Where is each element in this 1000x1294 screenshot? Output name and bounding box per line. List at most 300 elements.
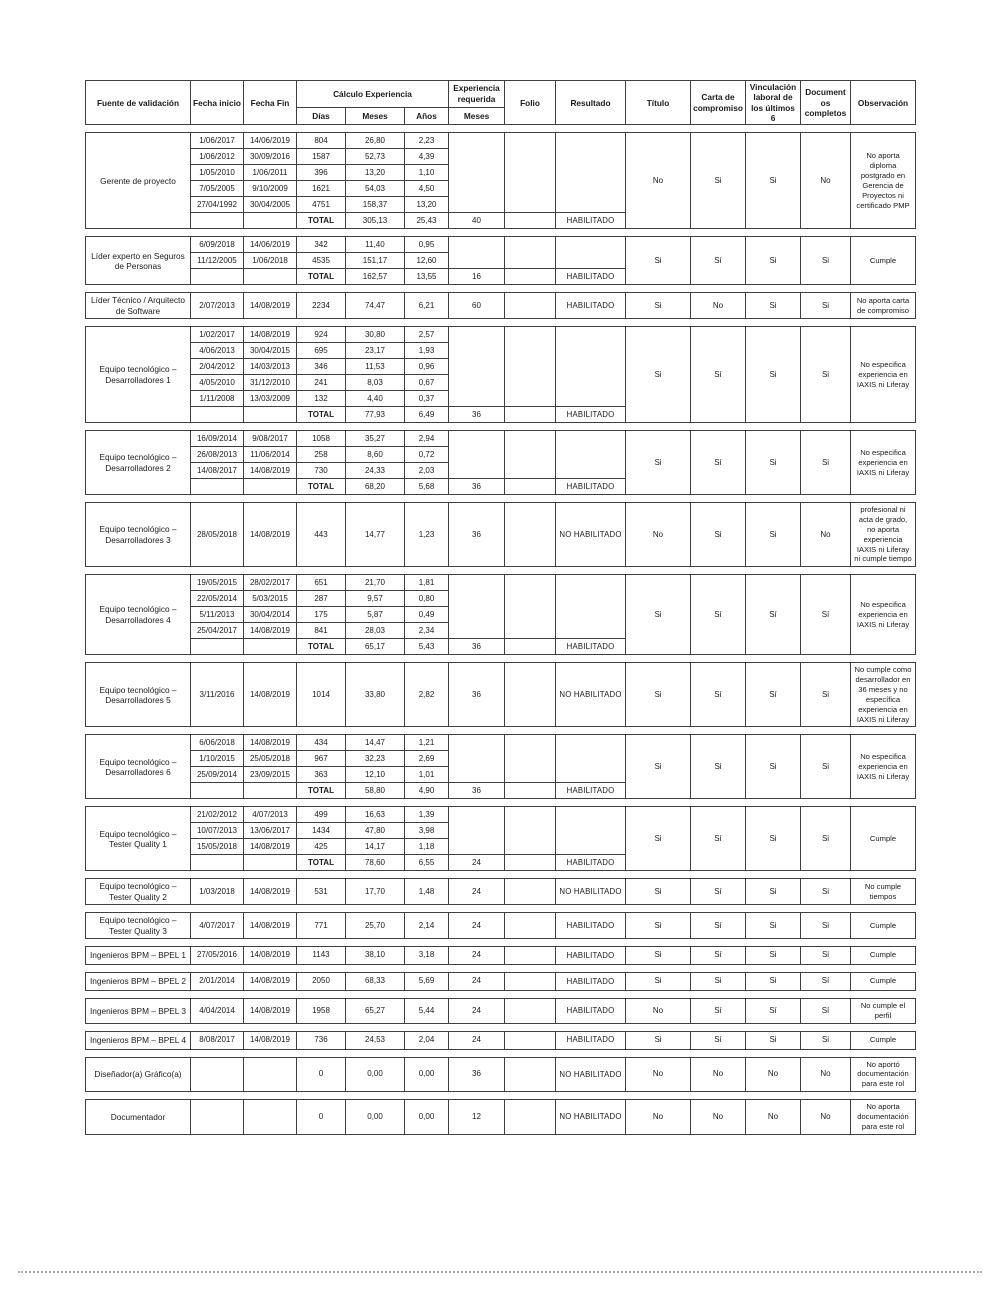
role-cell: Equipo tecnológico – Tester Quality 2 <box>86 879 191 905</box>
cell-total-anios: 6,49 <box>405 407 449 423</box>
cell-anios: 1,81 <box>405 575 449 591</box>
role-cell: Ingenieros BPM – BPEL 4 <box>86 1031 191 1049</box>
role-block <box>85 1031 916 1050</box>
cell-observacion: No especifica experiencia en IAXIS ni Liferay <box>851 575 916 655</box>
cell-fecha-inicio-empty <box>191 783 244 799</box>
cell-meses: 23,17 <box>346 343 405 359</box>
cell-fecha-inicio-empty <box>191 639 244 655</box>
cell-total-anios: 5,68 <box>405 479 449 495</box>
cell-fecha-fin: 13/03/2009 <box>244 391 297 407</box>
cell-documentos: Si <box>801 327 851 423</box>
cell-carta-compromiso: Sí <box>691 431 746 495</box>
cell-dias: 841 <box>297 623 346 639</box>
cell-fecha-inicio <box>191 1100 244 1135</box>
cell-titulo: Si <box>626 972 691 990</box>
cell-resultado: NO HABILITADO <box>556 1100 626 1135</box>
cell-experiencia-requerida: 60 <box>449 293 505 319</box>
experience-row <box>86 913 916 939</box>
cell-anios: 2,69 <box>405 751 449 767</box>
cell-fecha-inicio: 2/01/2014 <box>191 972 244 990</box>
cell-dias: 967 <box>297 751 346 767</box>
cell-resultado: HABILITADO <box>556 972 626 990</box>
cell-documentos: Si <box>801 807 851 871</box>
cell-fecha-inicio: 19/05/2015 <box>191 575 244 591</box>
role-block <box>85 806 916 871</box>
cell-folio <box>505 213 556 229</box>
header-calculo-experiencia: Cálculo Experiencia <box>297 81 449 108</box>
cell-vinculacion: Si <box>746 431 801 495</box>
cell-titulo: Si <box>626 663 691 727</box>
cell-dias: 425 <box>297 839 346 855</box>
cell-meses: 9,57 <box>346 591 405 607</box>
cell-meses: 21,70 <box>346 575 405 591</box>
cell-titulo: Si <box>626 879 691 905</box>
header-exp-requerida-meses: Meses <box>449 107 505 125</box>
role-block <box>85 574 916 655</box>
cell-fecha-inicio: 4/06/2013 <box>191 343 244 359</box>
cell-fecha-inicio <box>191 1057 244 1092</box>
cell-fecha-fin-empty <box>244 407 297 423</box>
cell-total-meses: 78,60 <box>346 855 405 871</box>
cell-meses: 25,70 <box>346 913 405 939</box>
cell-meses: 24,53 <box>346 1031 405 1049</box>
experience-row <box>86 807 916 823</box>
cell-req-spacer <box>449 575 505 639</box>
cell-fecha-fin: 30/04/2014 <box>244 607 297 623</box>
cell-experiencia-requerida: 24 <box>449 972 505 990</box>
cell-fecha-inicio: 26/08/2013 <box>191 447 244 463</box>
cell-resultado-spacer <box>556 237 626 269</box>
cell-fecha-fin: 30/04/2015 <box>244 343 297 359</box>
cell-titulo: No <box>626 503 691 567</box>
cell-anios: 5,69 <box>405 972 449 990</box>
cell-documentos: No <box>801 133 851 229</box>
cell-documentos: Si <box>801 1031 851 1049</box>
cell-observacion: Cumple <box>851 237 916 285</box>
experience-row <box>86 575 916 591</box>
cell-fecha-fin: 4/07/2013 <box>244 807 297 823</box>
cell-carta-compromiso: Sí <box>691 575 746 655</box>
cell-resultado: HABILITADO <box>556 946 626 964</box>
cell-fecha-inicio: 4/04/2014 <box>191 998 244 1023</box>
cell-fecha-inicio: 15/05/2018 <box>191 839 244 855</box>
cell-anios: 2,23 <box>405 133 449 149</box>
cell-fecha-fin-empty <box>244 269 297 285</box>
cell-fecha-fin: 14/08/2019 <box>244 972 297 990</box>
cell-total-label: TOTAL <box>297 213 346 229</box>
role-cell: Ingenieros BPM – BPEL 3 <box>86 998 191 1023</box>
header-fuente: Fuente de validación <box>86 81 191 125</box>
cell-observacion: No aporta documentación para este rol <box>851 1100 916 1135</box>
cell-dias: 175 <box>297 607 346 623</box>
cell-resultado-spacer <box>556 807 626 855</box>
cell-carta-compromiso: No <box>691 1057 746 1092</box>
cell-vinculacion: Si <box>746 503 801 567</box>
cell-req-spacer <box>449 133 505 213</box>
role-cell: Líder experto en Seguros de Personas <box>86 237 191 285</box>
cell-documentos: No <box>801 503 851 567</box>
cell-dias: 0 <box>297 1057 346 1092</box>
role-cell: Ingenieros BPM – BPEL 2 <box>86 972 191 990</box>
cell-anios: 1,39 <box>405 807 449 823</box>
cell-dias: 287 <box>297 591 346 607</box>
cell-fecha-fin: 13/06/2017 <box>244 823 297 839</box>
cell-vinculacion: Si <box>746 946 801 964</box>
experience-row <box>86 431 916 447</box>
cell-experiencia-requerida: 24 <box>449 1031 505 1049</box>
cell-dias: 258 <box>297 447 346 463</box>
cell-dias: 1958 <box>297 998 346 1023</box>
cell-fecha-fin: 14/08/2019 <box>244 998 297 1023</box>
cell-fecha-fin: 14/08/2019 <box>244 839 297 855</box>
cell-meses: 0,00 <box>346 1057 405 1092</box>
cell-meses: 47,80 <box>346 823 405 839</box>
cell-fecha-fin: 1/06/2018 <box>244 253 297 269</box>
cell-fecha-inicio: 14/08/2017 <box>191 463 244 479</box>
cell-req-spacer <box>449 735 505 783</box>
cell-fecha-fin-empty <box>244 855 297 871</box>
cell-fecha-inicio: 3/11/2016 <box>191 663 244 727</box>
cell-meses: 33,80 <box>346 663 405 727</box>
cell-fecha-inicio-empty <box>191 855 244 871</box>
cell-meses: 4,40 <box>346 391 405 407</box>
cell-fecha-inicio: 16/09/2014 <box>191 431 244 447</box>
cell-carta-compromiso: Si <box>691 972 746 990</box>
cell-meses: 8,60 <box>346 447 405 463</box>
cell-observacion: Cumple <box>851 913 916 939</box>
role-block <box>85 734 916 799</box>
cell-anios: 5,44 <box>405 998 449 1023</box>
cell-meses: 13,20 <box>346 165 405 181</box>
cell-meses: 68,33 <box>346 972 405 990</box>
cell-carta-compromiso: Si <box>691 735 746 799</box>
cell-req-spacer <box>449 807 505 855</box>
cell-anios: 0,80 <box>405 591 449 607</box>
cell-fecha-fin: 30/09/2016 <box>244 149 297 165</box>
cell-folio <box>505 855 556 871</box>
cell-req-spacer <box>449 327 505 407</box>
cell-vinculacion: Sí <box>746 663 801 727</box>
cell-experiencia-requerida: 24 <box>449 913 505 939</box>
cell-vinculacion: Si <box>746 807 801 871</box>
validation-table-sheet <box>85 80 915 1142</box>
cell-total-meses: 162,57 <box>346 269 405 285</box>
cell-total-label: TOTAL <box>297 407 346 423</box>
cell-folio <box>505 293 556 319</box>
cell-fecha-inicio: 22/05/2014 <box>191 591 244 607</box>
cell-fecha-fin: 14/08/2019 <box>244 327 297 343</box>
role-cell: Equipo tecnológico – Desarrolladores 6 <box>86 735 191 799</box>
cell-fecha-inicio: 1/03/2018 <box>191 879 244 905</box>
cell-meses: 35,27 <box>346 431 405 447</box>
cell-titulo: Si <box>626 431 691 495</box>
cell-vinculacion: Si <box>746 972 801 990</box>
cell-anios: 1,18 <box>405 839 449 855</box>
cell-carta-compromiso: Sí <box>691 663 746 727</box>
cell-titulo: Si <box>626 913 691 939</box>
cell-meses: 5,87 <box>346 607 405 623</box>
cell-meses: 11,53 <box>346 359 405 375</box>
cell-anios: 1,10 <box>405 165 449 181</box>
experience-row <box>86 293 916 319</box>
cell-req-spacer <box>449 237 505 269</box>
cell-vinculacion: Si <box>746 133 801 229</box>
cell-documentos: Sí <box>801 575 851 655</box>
cell-fecha-fin: 9/08/2017 <box>244 431 297 447</box>
cell-anios: 2,82 <box>405 663 449 727</box>
header-titulo: Título <box>626 81 691 125</box>
cell-dias: 771 <box>297 913 346 939</box>
cell-total-anios: 4,90 <box>405 783 449 799</box>
cell-meses: 14,77 <box>346 503 405 567</box>
cell-dias: 736 <box>297 1031 346 1049</box>
cell-total-label: TOTAL <box>297 783 346 799</box>
cell-fecha-fin: 25/05/2018 <box>244 751 297 767</box>
cell-fecha-inicio: 4/05/2010 <box>191 375 244 391</box>
cell-fecha-fin: 5/03/2015 <box>244 591 297 607</box>
cell-titulo: No <box>626 1100 691 1135</box>
cell-fecha-fin: 14/08/2019 <box>244 913 297 939</box>
cell-titulo: Si <box>626 1031 691 1049</box>
cell-documentos: Si <box>801 946 851 964</box>
cell-fecha-inicio: 1/02/2017 <box>191 327 244 343</box>
cell-fecha-inicio: 2/04/2012 <box>191 359 244 375</box>
cell-total-meses: 305,13 <box>346 213 405 229</box>
header-dias: Días <box>297 107 346 125</box>
cell-folio <box>505 972 556 990</box>
cell-titulo: Si <box>626 946 691 964</box>
cell-fecha-inicio: 2/07/2013 <box>191 293 244 319</box>
cell-dias: 396 <box>297 165 346 181</box>
cell-meses: 74,47 <box>346 293 405 319</box>
cell-dias: 695 <box>297 343 346 359</box>
cell-vinculacion: Si <box>746 327 801 423</box>
cell-vinculacion: No <box>746 1100 801 1135</box>
cell-anios: 0,96 <box>405 359 449 375</box>
cell-folio <box>505 1100 556 1135</box>
cell-resultado: HABILITADO <box>556 855 626 871</box>
header-table <box>85 80 916 125</box>
cell-carta-compromiso: Sí <box>691 807 746 871</box>
cell-meses: 38,10 <box>346 946 405 964</box>
cell-fecha-fin: 14/08/2019 <box>244 663 297 727</box>
cell-fecha-inicio: 1/05/2010 <box>191 165 244 181</box>
role-block <box>85 662 916 727</box>
role-block <box>85 912 916 939</box>
experience-row <box>86 327 916 343</box>
cell-folio <box>505 946 556 964</box>
experience-row <box>86 133 916 149</box>
cell-observacion: No aporta carta de compromiso <box>851 293 916 319</box>
role-block <box>85 972 916 991</box>
header-experiencia-requerida: Experiencia requerida <box>449 81 505 108</box>
cell-folio <box>505 879 556 905</box>
role-block <box>85 502 916 567</box>
role-cell: Equipo tecnológico – Desarrolladores 4 <box>86 575 191 655</box>
cell-meses: 52,73 <box>346 149 405 165</box>
cell-folio <box>505 783 556 799</box>
cell-fecha-inicio: 8/08/2017 <box>191 1031 244 1049</box>
cell-total-meses: 65,17 <box>346 639 405 655</box>
cell-documentos: Si <box>801 913 851 939</box>
cell-vinculacion: No <box>746 1057 801 1092</box>
cell-observacion: No aporta diploma postgrado en Gerencia de Proyectos ni certificado PMP <box>851 133 916 229</box>
cell-meses: 11,40 <box>346 237 405 253</box>
cell-observacion: Cumple <box>851 946 916 964</box>
cell-folio-spacer <box>505 575 556 639</box>
cell-fecha-fin: 14/08/2019 <box>244 1031 297 1049</box>
cell-titulo: Si <box>626 575 691 655</box>
cell-anios: 2,34 <box>405 623 449 639</box>
cell-anios: 12,60 <box>405 253 449 269</box>
cell-dias: 924 <box>297 327 346 343</box>
cell-experiencia-requerida: 36 <box>449 783 505 799</box>
cell-experiencia-requerida: 36 <box>449 503 505 567</box>
cell-fecha-inicio: 6/06/2018 <box>191 735 244 751</box>
experience-row <box>86 879 916 905</box>
header-carta-compromiso: Carta de compromiso <box>691 81 746 125</box>
cell-dias: 1058 <box>297 431 346 447</box>
cell-experiencia-requerida: 24 <box>449 879 505 905</box>
role-cell: Documentador <box>86 1100 191 1135</box>
cell-carta-compromiso: Sí <box>691 1031 746 1049</box>
cell-observacion: Cumple <box>851 972 916 990</box>
cell-anios: 2,94 <box>405 431 449 447</box>
cell-fecha-fin: 28/02/2017 <box>244 575 297 591</box>
experience-row <box>86 735 916 751</box>
cell-dias: 1143 <box>297 946 346 964</box>
cell-resultado-spacer <box>556 133 626 213</box>
cell-dias: 443 <box>297 503 346 567</box>
cell-documentos: Si <box>801 293 851 319</box>
cell-documentos: Sí <box>801 998 851 1023</box>
role-block <box>85 946 916 965</box>
cell-fecha-fin: 14/08/2019 <box>244 293 297 319</box>
cell-vinculacion: Si <box>746 913 801 939</box>
cell-fecha-fin: 23/09/2015 <box>244 767 297 783</box>
cell-observacion: Cumple <box>851 1031 916 1049</box>
cell-experiencia-requerida: 24 <box>449 998 505 1023</box>
cell-titulo: No <box>626 1057 691 1092</box>
cell-dias: 132 <box>297 391 346 407</box>
cell-fecha-fin: 9/10/2009 <box>244 181 297 197</box>
cell-folio-spacer <box>505 431 556 479</box>
cell-documentos: Si <box>801 879 851 905</box>
cell-observacion: Cumple <box>851 807 916 871</box>
cell-anios: 2,57 <box>405 327 449 343</box>
cell-experiencia-requerida: 16 <box>449 269 505 285</box>
cell-folio <box>505 1057 556 1092</box>
cell-meses: 65,27 <box>346 998 405 1023</box>
cell-dias: 434 <box>297 735 346 751</box>
cell-observacion: No especifica experiencia en IAXIS ni Liferay <box>851 327 916 423</box>
cell-dias: 531 <box>297 879 346 905</box>
cell-folio-spacer <box>505 133 556 213</box>
cell-meses: 8,03 <box>346 375 405 391</box>
cell-resultado-spacer <box>556 575 626 639</box>
cell-fecha-fin: 14/06/2019 <box>244 237 297 253</box>
cell-meses: 14,47 <box>346 735 405 751</box>
cell-resultado: NO HABILITADO <box>556 663 626 727</box>
cell-vinculacion: Si <box>746 879 801 905</box>
cell-fecha-inicio: 4/07/2017 <box>191 913 244 939</box>
cell-dias: 4535 <box>297 253 346 269</box>
cell-anios: 1,48 <box>405 879 449 905</box>
cell-folio-spacer <box>505 327 556 407</box>
role-block <box>85 430 916 495</box>
cell-meses: 26,80 <box>346 133 405 149</box>
cell-titulo: Si <box>626 237 691 285</box>
cell-carta-compromiso: Sí <box>691 237 746 285</box>
cell-fecha-inicio: 27/05/2016 <box>191 946 244 964</box>
cell-resultado-spacer <box>556 431 626 479</box>
cell-observacion: No especifica experiencia en IAXIS ni Liferay <box>851 735 916 799</box>
cell-folio <box>505 1031 556 1049</box>
cell-fecha-fin: 14/06/2019 <box>244 133 297 149</box>
experience-row <box>86 237 916 253</box>
header-documentos-completos: Documentos completos <box>801 81 851 125</box>
experience-row <box>86 1031 916 1049</box>
cell-observacion: No cumple tiempos <box>851 879 916 905</box>
cell-fecha-fin: 30/04/2005 <box>244 197 297 213</box>
cell-resultado-spacer <box>556 735 626 783</box>
cell-fecha-fin: 11/06/2014 <box>244 447 297 463</box>
role-cell: Equipo tecnológico – Desarrolladores 3 <box>86 503 191 567</box>
cell-anios: 6,21 <box>405 293 449 319</box>
cell-titulo: Si <box>626 735 691 799</box>
cell-dias: 499 <box>297 807 346 823</box>
cell-experiencia-requerida: 36 <box>449 663 505 727</box>
cell-anios: 0,49 <box>405 607 449 623</box>
cell-folio <box>505 269 556 285</box>
cell-total-meses: 77,93 <box>346 407 405 423</box>
role-cell: Líder Técnico / Arquitecto de Software <box>86 293 191 319</box>
role-cell: Equipo tecnológico – Desarrolladores 2 <box>86 431 191 495</box>
cell-resultado: NO HABILITADO <box>556 1057 626 1092</box>
cell-observacion: No cumple el perfil <box>851 998 916 1023</box>
cell-anios: 2,03 <box>405 463 449 479</box>
cell-resultado: HABILITADO <box>556 913 626 939</box>
cell-carta-compromiso: Sí <box>691 998 746 1023</box>
cell-anios: 3,18 <box>405 946 449 964</box>
cell-anios: 1,01 <box>405 767 449 783</box>
cell-experiencia-requerida: 24 <box>449 946 505 964</box>
cell-fecha-inicio: 21/02/2012 <box>191 807 244 823</box>
cell-meses: 24,33 <box>346 463 405 479</box>
header-resultado: Resultado <box>556 81 626 125</box>
cell-titulo: No <box>626 998 691 1023</box>
cell-total-anios: 25,43 <box>405 213 449 229</box>
cell-anios: 4,39 <box>405 149 449 165</box>
cell-experiencia-requerida: 36 <box>449 407 505 423</box>
cell-total-meses: 68,20 <box>346 479 405 495</box>
cell-dias: 363 <box>297 767 346 783</box>
experience-row <box>86 663 916 727</box>
cell-fecha-inicio: 5/11/2013 <box>191 607 244 623</box>
cell-carta-compromiso: Sí <box>691 913 746 939</box>
cell-dias: 1014 <box>297 663 346 727</box>
cell-meses: 16,63 <box>346 807 405 823</box>
cell-total-label: TOTAL <box>297 855 346 871</box>
cell-experiencia-requerida: 40 <box>449 213 505 229</box>
cell-anios: 0,00 <box>405 1057 449 1092</box>
cell-resultado: NO HABILITADO <box>556 503 626 567</box>
experience-row <box>86 1057 916 1092</box>
role-cell: Ingenieros BPM – BPEL 1 <box>86 946 191 964</box>
cell-carta-compromiso: Si <box>691 503 746 567</box>
cell-resultado: HABILITADO <box>556 639 626 655</box>
cell-req-spacer <box>449 431 505 479</box>
